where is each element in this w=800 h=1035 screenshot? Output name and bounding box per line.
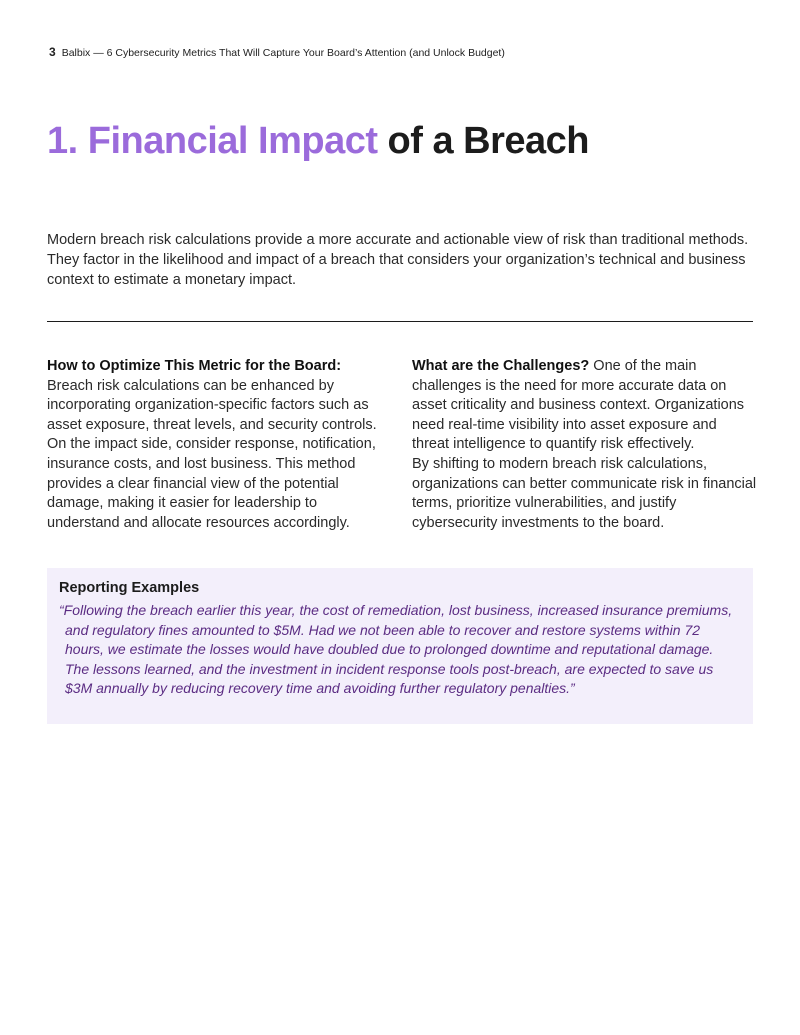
title-accent: 1. Financial Impact: [47, 120, 378, 162]
page-title: [47, 120, 589, 163]
right-column-body-2: By shifting to modern breach risk calculations, organizations can better communicate risk in financial terms, prioritize vulnerabilities, and justify cybersecurity investments to the board.: [412, 455, 757, 531]
page-header: [49, 45, 505, 59]
header-text: Balbix — 6 Cybersecurity Metrics That Will Capture Your Board’s Attention (and Unlock Budget): [61, 47, 505, 59]
title-rest: of a Breach: [377, 120, 590, 162]
left-column-body: Breach risk calculations can be enhanced by incorporating organization-specific factors such as asset exposure, threat levels, and security controls. On the impact side, consider response, notification, insurance costs, and lost business. This method provides a clear financial view of the potential damage, making it easier for leadership to understand and allocate resources accordingly.: [47, 377, 377, 531]
page-number: 3: [49, 45, 56, 59]
reporting-quote: “Following the breach earlier this year, the cost of remediation, lost business, increased insurance premiums, and regulatory fines amounted to $5M. Had we not been able to recover and restore systems within 72 hours, we estimate the losses would have doubled due to prolonged downtime and reputational damage. The lessons learned, and the investment in incident response tools post-breach, are expected to save us $3M annually by reducing recovery time and avoiding further regulatory penalties.”: [59, 602, 733, 697]
right-column-body-1: One of the main challenges is the need for more accurate data on asset criticality and business context. Organizations need real-time visibility into asset exposure and threat intelligence to quantify risk effectively.: [412, 358, 745, 453]
reporting-heading: Reporting Examples: [59, 580, 200, 596]
right-column-heading: What are the Challenges?: [412, 358, 590, 374]
intro-paragraph: Modern breach risk calculations provide a more accurate and actionable view of risk than traditional methods. They factor in the likelihood and impact of a breach that considers your organization’s technical and business context to estimate a monetary impact.: [47, 232, 749, 288]
right-column: [412, 357, 757, 533]
reporting-examples-box: [47, 568, 753, 724]
left-column-heading: How to Optimize This Metric for the Board:: [47, 358, 342, 374]
left-column: [47, 357, 392, 533]
section-divider: [47, 321, 753, 322]
